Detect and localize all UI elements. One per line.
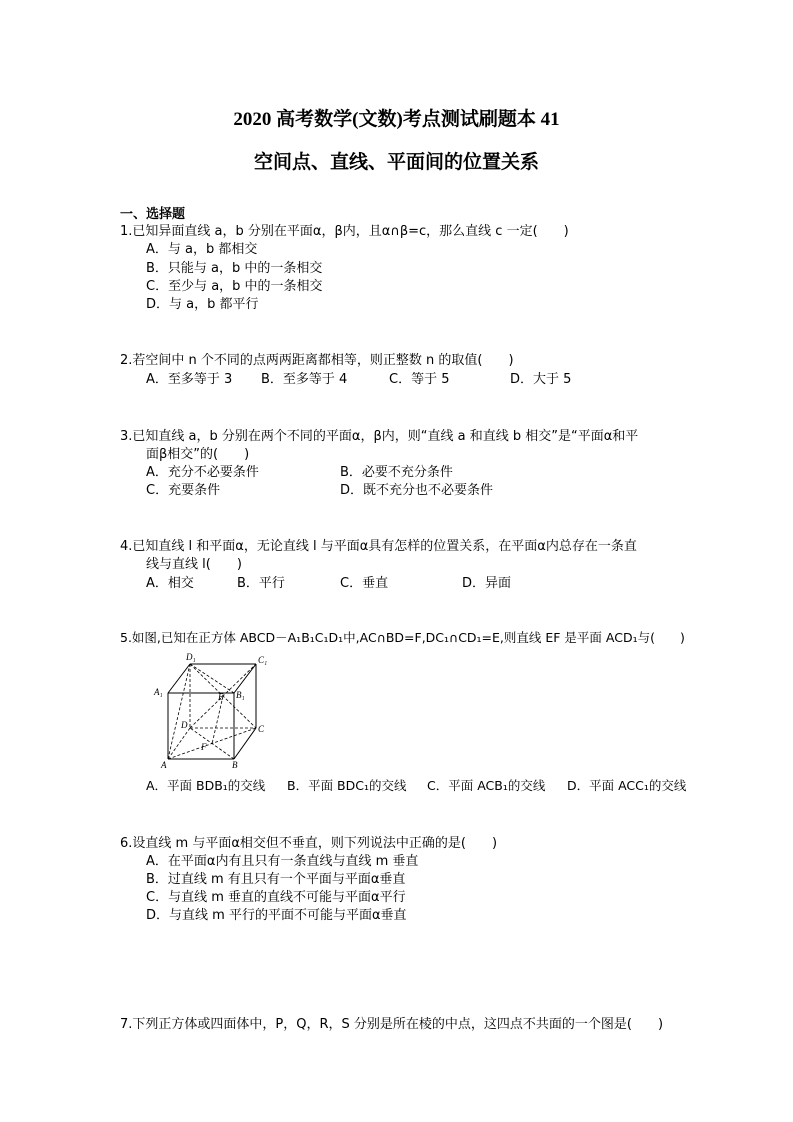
question-stem-line2: 线与直线 l( ) — [146, 557, 242, 572]
diag-d1b1 — [190, 664, 234, 693]
option-b: B．至多等于 4 — [261, 372, 348, 387]
label-a: A — [161, 760, 167, 770]
edge-b1c1 — [234, 664, 256, 693]
option-d: D．既不充分也不必要条件 — [340, 483, 494, 498]
edge-bc — [234, 728, 256, 759]
option-b: B．平面 BDC₁的交线 — [287, 778, 407, 793]
option-d: D．与 a，b 都平行 — [146, 297, 259, 312]
option-a: A．在平面α内有且只有一条直线与直线 m 垂直 — [146, 854, 419, 869]
option-b: B．必要不充分条件 — [340, 465, 453, 480]
question-stem-line1: 4.已知直线 l 和平面α，无论直线 l 与平面α具有怎样的位置关系，在平面α内总存在一条直 — [120, 539, 637, 554]
line-ef — [212, 696, 223, 744]
option-c: C．充要条件 — [146, 483, 221, 498]
option-a: A．充分不必要条件 — [146, 465, 259, 480]
label-d: D — [181, 720, 188, 730]
section-heading: 一、选择题 — [120, 207, 186, 222]
question-stem-line2: 面β相交”的( ) — [146, 447, 250, 462]
option-d: D．与直线 m 平行的平面不可能与平面α垂直 — [146, 908, 407, 923]
question-stem-line1: 3.已知直线 a，b 分别在两个不同的平面α，β内，则“直线 a 和直线 b 相交”是“平面α和平 — [120, 429, 639, 444]
option-b: B．只能与 a，b 中的一条相交 — [146, 261, 323, 276]
label-c: C — [258, 724, 265, 734]
diag-bd — [190, 728, 234, 759]
option-a: A．相交 — [146, 576, 194, 591]
page-title: 2020 高考数学(文数)考点测试刷题本 41 — [233, 109, 560, 130]
question-stem: 2.若空间中 n 个不同的点两两距离都相等，则正整数 n 的取值( ) — [120, 353, 514, 368]
question-stem: 5.如图,已知在正方体 ABCD－A₁B₁C₁D₁中,AC∩BD=F,DC₁∩CD₁=E,则直线 EF 是平面 ACD₁与( ) — [120, 630, 685, 645]
option-c: C．等于 5 — [389, 372, 450, 387]
label-a1: A₁ — [154, 687, 163, 697]
label-c1: C₁ — [258, 655, 268, 665]
page-subtitle: 空间点、直线、平面间的位置关系 — [253, 152, 539, 173]
question-stem: 7.下列正方体或四面体中，P，Q，R，S 分别是所在棱的中点，这四点不共面的一个图是( ) — [120, 1017, 664, 1032]
label-d1: D₁ — [186, 652, 196, 662]
option-a: A．与 a，b 都相交 — [146, 242, 258, 257]
cube-figure — [150, 648, 270, 770]
question-stem: 6.设直线 m 与平面α相交但不垂直，则下列说法中正确的是( ) — [120, 836, 498, 851]
label-b: B — [232, 760, 238, 770]
option-a: A．平面 BDB₁的交线 — [146, 778, 266, 793]
option-d: D．大于 5 — [510, 372, 572, 387]
option-c: C．与直线 m 垂直的直线不可能与平面α平行 — [146, 890, 406, 905]
option-b: B．平行 — [237, 576, 285, 591]
option-d: D．异面 — [462, 576, 512, 591]
label-b1: B₁ — [236, 690, 245, 700]
option-a: A．至多等于 3 — [146, 372, 233, 387]
option-b: B．过直线 m 有且只有一个平面与平面α垂直 — [146, 872, 406, 887]
option-c: C．至少与 a，b 中的一条相交 — [146, 279, 323, 294]
option-c: C．垂直 — [340, 576, 389, 591]
question-stem: 1.已知异面直线 a，b 分别在平面α，β内，且α∩β=c，那么直线 c 一定( ) — [120, 224, 569, 239]
option-d: D．平面 ACC₁的交线 — [567, 778, 687, 793]
option-c: C．平面 ACB₁的交线 — [427, 778, 546, 793]
label-e: E — [218, 692, 224, 702]
label-f: F — [201, 742, 207, 752]
